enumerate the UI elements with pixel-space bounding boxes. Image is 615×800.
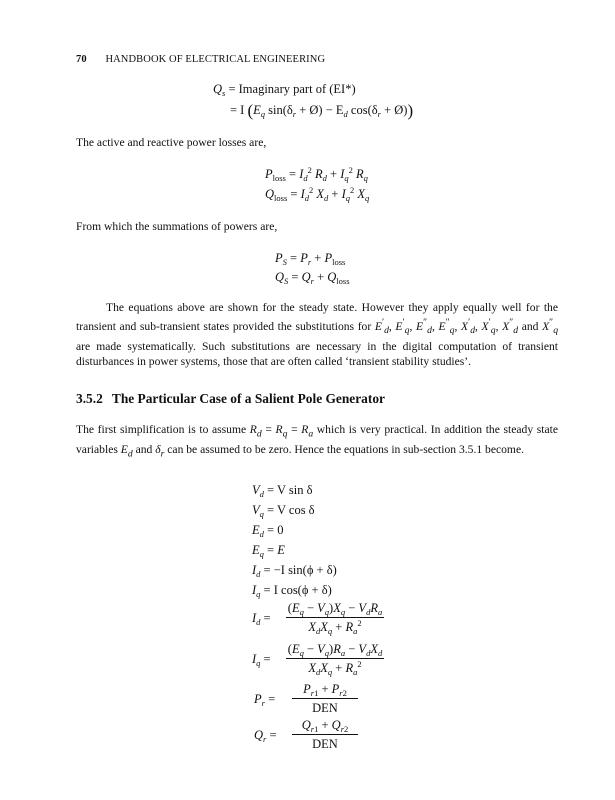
- equation-iq-fraction: $(E_q - V_q)R_a - V_dX_d$ $X_dX_q + R_a^2$: [287, 642, 383, 677]
- equation-p-loss: $P_{loss} = I_d^2$ $R_d + I_q^2$ $R_q$: [265, 165, 368, 183]
- equation-qr-lhs: $Q_r$ =: [254, 728, 277, 744]
- page-number: 70: [76, 54, 87, 65]
- equation-qs-sum: $Q_S = Q_r + Q_{loss}$: [275, 270, 350, 286]
- section-title: The Particular Case of a Salient Pole Generator: [111, 391, 385, 406]
- equation-iq-simple: $I_q = I$ cos(ϕ + δ): [252, 583, 332, 599]
- equation-qs-line1: $Q_s$ = Imaginary part of (EI*): [213, 82, 356, 98]
- running-head: [76, 54, 325, 65]
- equation-pr-lhs: $P_r$ =: [254, 692, 276, 708]
- equation-vd: $V_d = V$ sin δ: [252, 483, 313, 499]
- equation-eq: $E_q = E$: [252, 543, 285, 559]
- equation-vq: $V_q = V$ cos δ: [252, 503, 315, 519]
- equation-q-loss: $Q_{loss} = I_d^2$ $X_d + I_q^2$ $X_q$: [265, 185, 370, 203]
- equation-id-fraction-lhs: $I_d$ =: [252, 611, 271, 627]
- equation-ps: $P_S = P_r + P_{loss}$: [275, 251, 346, 267]
- equation-ed: $E_d = 0$: [252, 523, 284, 539]
- equation-id-fraction: $(E_q - V_q)X_q - V_dR_a$ $X_dX_q + R_a^2$: [287, 601, 383, 636]
- steady-state-paragraph: The equations above are shown for the steady state. However they apply equally well for the transient and sub-transient states provided the substitutions for $E'_d$, $E'_q$, $E''_d$, $E''_q$, $X'_d$, $X'_q$, $X''_d$ and $X''_q$ are made systematically. Such substitutions are necessary in the digital computation of transient disturbances in power systems, those that are often called ‘transient stability studies’.: [76, 301, 559, 368]
- equation-pr-fraction: $P_{r1} + P_{r2}$ DEN: [292, 682, 358, 716]
- section-heading: [76, 391, 385, 407]
- equation-qr-fraction: $Q_{r1} + Q_{r2}$ DEN: [292, 718, 358, 752]
- simplification-paragraph: The first simplification is to assume $R_d = R_q = R_a$ which is very practical. In addition the steady state variables $E_d$ and $\delta_r$ can be assumed to be zero. Hence the equations in sub-section 3.5.1 become.: [76, 423, 559, 459]
- equation-id-simple: $I_d = -I$ sin(ϕ + δ): [252, 563, 337, 579]
- equation-qs-line2: = I ($E_q$ $\sin(\delta_r$ + Ø) − $E_d$ $\cos(\delta_r$ + Ø)): [230, 101, 414, 120]
- section-number: 3.5.2: [76, 391, 103, 406]
- equation-iq-fraction-lhs: $I_q$ =: [252, 652, 271, 668]
- summations-intro-text: From which the summations of powers are,: [76, 220, 278, 233]
- losses-intro-text: The active and reactive power losses are,: [76, 136, 267, 149]
- running-title: HANDBOOK OF ELECTRICAL ENGINEERING: [105, 54, 326, 65]
